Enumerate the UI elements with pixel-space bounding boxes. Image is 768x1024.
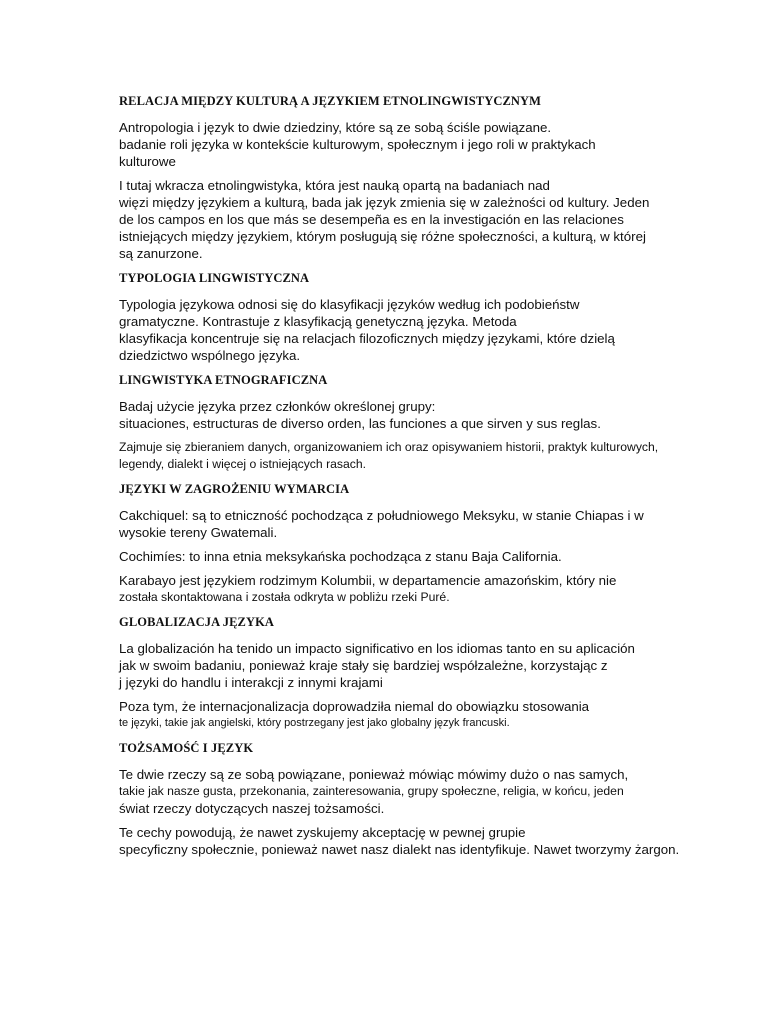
text-line: takie jak nasze gusta, przekonania, zainteresowania, grupy społeczne, religia, w końcu, jeden [119,784,624,798]
text-line: de los campos en los que más se desempeña es en la investigación en las relaciones [119,212,624,227]
text-line: Poza tym, że internacjonalizacja doprowadziła niemal do obowiązku stosowania [119,699,590,714]
paragraph [119,296,739,364]
section-lingwistyka-etnograficzna [119,372,739,473]
paragraph [119,439,739,473]
text-line: Te dwie rzeczy są ze sobą powiązane, ponieważ mówiąc mówimy dużo o nas samych, [119,767,629,782]
text-line: Badaj użycie języka przez członków określonej grupy: [119,399,436,414]
section-relacja [119,93,739,262]
paragraph [119,766,739,817]
text-line: I tutaj wkracza etnolingwistyka, która jest nauką opartą na badaniach nad [119,178,550,193]
text-line: jak w swoim badaniu, ponieważ kraje stały się bardziej współzależne, korzystając z [119,658,608,673]
text-line: dziedzictwo wspólnego języka. [119,348,301,363]
section-heading: RELACJA MIĘDZY KULTURĄ A JĘZYKIEM ETNOLINGWISTYCZNYM [119,94,542,108]
paragraph [119,507,739,541]
paragraph [119,177,739,262]
section-jezyki-zagrozone [119,481,739,606]
section-tozsamosc [119,740,739,858]
text-line: Antropologia i język to dwie dziedziny, które są ze sobą ściśle powiązane. [119,120,552,135]
text-line: klasyfikacja koncentruje się na relacjach filozoficznych między językami, które dzielą [119,331,615,346]
section-globalizacja [119,614,739,732]
text-line: specyficzny społecznie, ponieważ nawet nasz dialekt nas identyfikuje. Nawet tworzymy żargon. [119,842,680,857]
text-line: są zanurzone. [119,246,203,261]
text-line: Karabayo jest językiem rodzimym Kolumbii, w departamencie amazońskim, który nie [119,573,617,588]
section-typologia [119,270,739,364]
paragraph [119,824,739,858]
text-line: gramatyczne. Kontrastuje z klasyfikacją genetyczną języka. Metoda [119,314,517,329]
text-line: j języki do handlu i interakcji z innymi krajami [119,675,383,690]
text-line: badanie roli języka w kontekście kulturowym, społecznym i jego roli w praktykach [119,137,596,152]
text-line: Zajmuje się zbieraniem danych, organizowaniem ich oraz opisywaniem historii, praktyk kulturowych, [119,440,659,454]
section-heading: LINGWISTYKA ETNOGRAFICZNA [119,373,328,387]
paragraph [119,398,739,432]
section-heading: GLOBALIZACJA JĘZYKA [119,615,275,629]
section-heading: JĘZYKI W ZAGROŻENIU WYMARCIA [119,482,350,496]
text-line: situaciones, estructuras de diverso orden, las funciones a que sirven y sus reglas. [119,416,601,431]
text-line: Cakchiquel: są to etniczność pochodząca z południowego Meksyku, w stanie Chiapas i w [119,508,644,523]
paragraph [119,698,739,732]
document-page [119,93,739,865]
text-line: istniejących między językiem, którym posługują się różne społeczności, a kulturą, w której [119,229,646,244]
text-line: więzi między językiem a kulturą, bada jak język zmienia się w zależności od kultury. Jeden [119,195,650,210]
text-line: La globalización ha tenido un impacto significativo en los idiomas tanto en su aplicación [119,641,635,656]
paragraph [119,640,739,691]
section-heading: TOŻSAMOŚĆ I JĘZYK [119,741,254,755]
text-line: świat rzeczy dotyczących naszej tożsamości. [119,801,385,816]
paragraph [119,119,739,170]
text-line: te języki, takie jak angielski, który postrzegany jest jako globalny język francuski. [119,717,510,729]
paragraph [119,572,739,606]
text-line: Typologia językowa odnosi się do klasyfikacji języków według ich podobieństw [119,297,580,312]
text-line: została skontaktowana i została odkryta w pobliżu rzeki Puré. [119,590,450,604]
text-line: wysokie tereny Gwatemali. [119,525,278,540]
text-line: kulturowe [119,154,176,169]
text-line: Te cechy powodują, że nawet zyskujemy akceptację w pewnej grupie [119,825,526,840]
text-line: Cochimíes: to inna etnia meksykańska pochodząca z stanu Baja California. [119,549,562,564]
section-heading: TYPOLOGIA LINGWISTYCZNA [119,271,310,285]
text-line: legendy, dialekt i więcej o istniejących rasach. [119,457,367,471]
paragraph [119,548,739,565]
